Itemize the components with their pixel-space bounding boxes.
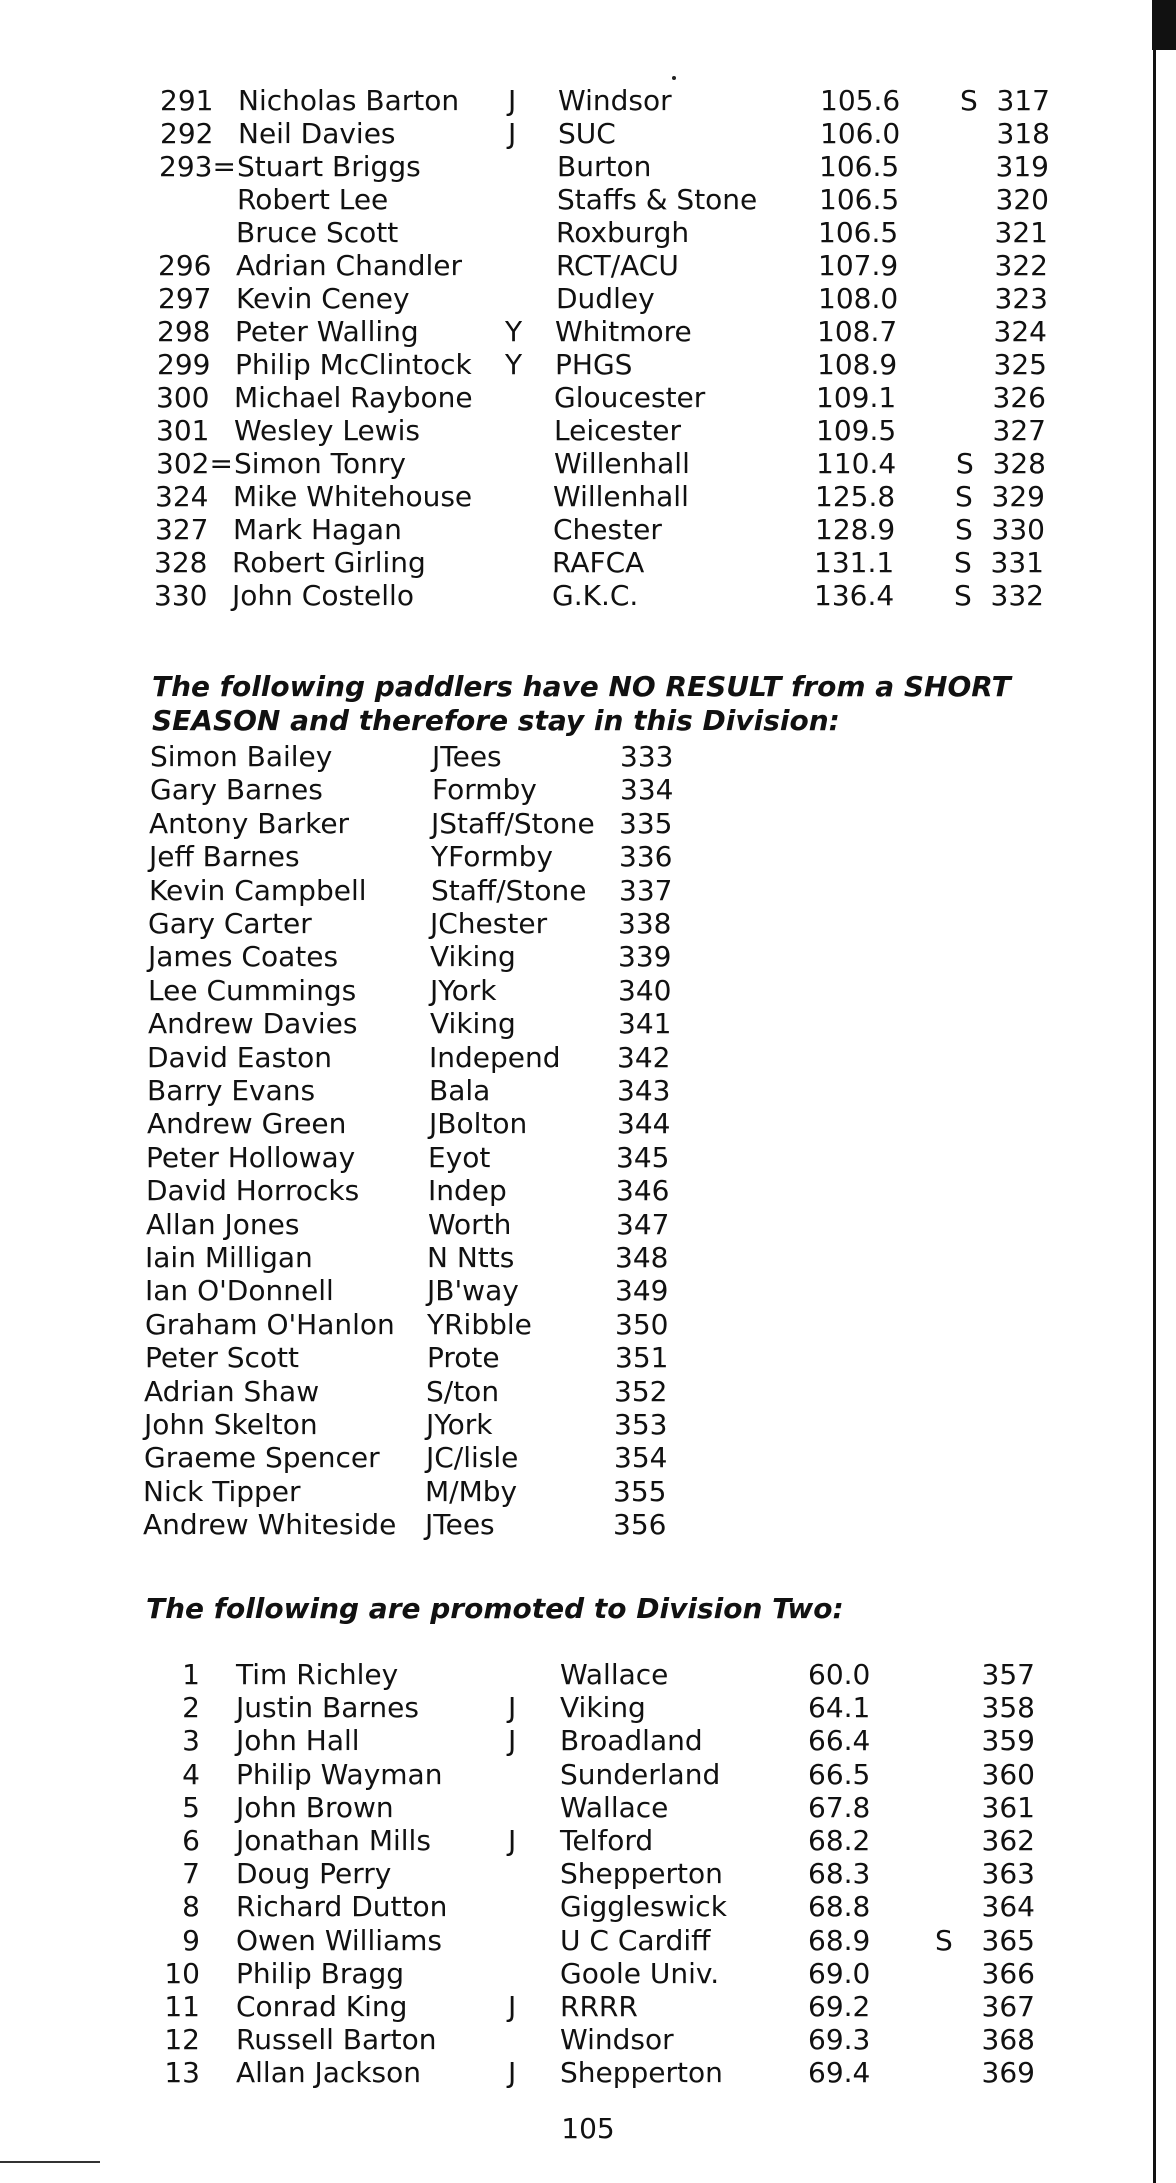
cell-pos: 3 [182, 1724, 200, 1758]
table-row [0, 249, 1174, 282]
cell-club: JB'way [427, 1274, 519, 1308]
cell-pos: 300 [156, 381, 210, 414]
cell-pos: 2 [182, 1691, 200, 1725]
cell-name: Mark Hagan [233, 513, 402, 546]
cell-score: 109.1 [816, 381, 897, 414]
cell-club: Formby [432, 773, 537, 807]
cell-name: Neil Davies [238, 117, 396, 150]
cell-num: 328 [992, 447, 1046, 480]
table-row [0, 414, 1172, 447]
cell-num: 363 [981, 1857, 1035, 1891]
cell-club: Whitmore [555, 315, 692, 348]
cell-score: 68.2 [808, 1824, 871, 1857]
cell-score: 60.0 [808, 1658, 871, 1691]
cell-name: Owen Williams [236, 1923, 443, 1957]
table-row [0, 1990, 1176, 2023]
cell-num: 340 [618, 973, 672, 1007]
table-row [0, 1791, 1176, 1824]
cell-score: 69.3 [808, 2023, 871, 2057]
cell-num: 369 [981, 2056, 1035, 2090]
cell-score: 107.9 [818, 249, 899, 282]
cell-pos: 292 [160, 117, 214, 150]
cell-score: 69.2 [808, 1990, 871, 2023]
cell-num: 329 [991, 480, 1045, 513]
cell-name: Philip Wayman [236, 1757, 443, 1791]
cell-num: 367 [981, 1990, 1035, 2023]
cell-score: 108.9 [817, 348, 898, 381]
table-row [0, 2056, 1176, 2089]
cell-name: Nick Tipper [143, 1474, 301, 1508]
cell-club: SUC [558, 117, 616, 150]
cell-club: Shepperton [560, 1857, 723, 1891]
cell-name: Andrew Green [147, 1107, 347, 1141]
cell-club: Viking [560, 1691, 646, 1725]
cell-num: 322 [994, 249, 1048, 282]
cell-score: 106.0 [820, 117, 901, 150]
cell-club: Dudley [556, 282, 655, 315]
cell-pos: 1 [182, 1658, 200, 1691]
table-row [0, 84, 1176, 117]
cell-score: 105.6 [820, 84, 901, 117]
cell-num: 345 [616, 1140, 670, 1174]
cell-cat: J [508, 1724, 517, 1758]
cell-num: 327 [992, 414, 1046, 447]
cell-club: Wallace [560, 1658, 669, 1691]
cell-num: 334 [620, 773, 674, 807]
cell-club: Sunderland [560, 1757, 721, 1791]
cell-name: James Coates [148, 940, 339, 974]
cell-club: Windsor [560, 2023, 674, 2057]
table-row [0, 940, 1174, 973]
cell-num: 321 [994, 216, 1048, 249]
cell-name: Doug Perry [236, 1857, 392, 1891]
cell-name: Antony Barker [149, 806, 350, 840]
cell-score: 109.5 [816, 414, 897, 447]
cell-club: Bala [429, 1074, 491, 1107]
cell-pos: 330 [154, 579, 208, 612]
table-row [0, 1074, 1173, 1107]
cell-club: JStaff/Stone [431, 806, 595, 840]
cell-score: 68.8 [808, 1890, 871, 1924]
table-row [0, 1824, 1176, 1857]
cell-cat: J [508, 1990, 517, 2023]
cell-pos: 301 [156, 414, 210, 447]
cell-pos: 5 [182, 1790, 200, 1824]
cell-club: PHGS [555, 348, 633, 381]
cell-num: 361 [981, 1790, 1035, 1824]
cell-num: 331 [990, 546, 1044, 579]
cell-cat: Y [505, 348, 523, 381]
cell-club: JYork [430, 973, 497, 1007]
cell-pos: 11 [164, 1990, 200, 2023]
cell-club: Worth [428, 1207, 512, 1241]
table-row [0, 1957, 1176, 1990]
cell-num: 343 [617, 1074, 671, 1107]
table-row [0, 1890, 1176, 1923]
cell-num: 353 [614, 1408, 668, 1441]
cell-name: Stuart Briggs [237, 150, 421, 183]
cell-pos: 296 [158, 249, 212, 282]
cell-num: 339 [618, 940, 672, 974]
cell-cat: J [508, 1691, 517, 1725]
cell-num: 318 [996, 117, 1050, 150]
cell-cat: Y [505, 315, 523, 348]
cell-num: 354 [614, 1441, 668, 1475]
cell-club: Prote [427, 1341, 500, 1375]
cell-num: 344 [617, 1107, 671, 1141]
cell-club: Chester [553, 513, 662, 546]
table-row [0, 807, 1175, 840]
cell-club: Staff/Stone [431, 873, 587, 907]
cell-name: Barry Evans [147, 1074, 316, 1107]
promoted-heading: The following are promoted to Division Two: [146, 1592, 844, 1625]
table-row [0, 1041, 1173, 1074]
cell-pos: 9 [182, 1923, 200, 1957]
cell-name: Tim Richley [236, 1658, 399, 1691]
table-row [0, 183, 1175, 216]
cell-club: Willenhall [553, 480, 689, 513]
table-row [0, 1375, 1170, 1408]
cell-score: 108.0 [818, 282, 899, 315]
table-row [0, 1274, 1171, 1307]
cell-pos: 13 [164, 2056, 200, 2090]
table-row [0, 1007, 1174, 1040]
cell-name: Jeff Barnes [149, 840, 300, 874]
cell-club: YFormby [431, 840, 553, 874]
cell-score: 69.4 [808, 2056, 871, 2090]
cell-name: Adrian Chandler [236, 249, 463, 282]
table-row [0, 1691, 1176, 1724]
table-row [0, 348, 1173, 381]
cell-club: Goole Univ. [560, 1956, 720, 1990]
cell-club: Independ [429, 1040, 561, 1074]
cell-num: 347 [616, 1207, 670, 1241]
cell-club: Viking [430, 940, 516, 974]
cell-club: G.K.C. [552, 579, 639, 612]
cell-name: Andrew Whiteside [143, 1508, 397, 1542]
cell-name: Russell Barton [236, 2023, 437, 2057]
table-row [0, 480, 1171, 513]
cell-club: Telford [560, 1824, 654, 1857]
cell-name: Richard Dutton [236, 1890, 448, 1924]
cell-name: Andrew Davies [148, 1007, 358, 1041]
cell-num: 355 [613, 1474, 667, 1508]
cell-num: 333 [620, 740, 674, 773]
cell-name: Jonathan Mills [236, 1824, 431, 1857]
cell-num: 349 [615, 1274, 669, 1308]
cell-club: U C Cardiff [560, 1923, 711, 1957]
cell-score: 68.3 [808, 1857, 871, 1891]
table-row [0, 974, 1174, 1007]
table-row [0, 117, 1176, 150]
cell-num: 366 [981, 1956, 1035, 1990]
cell-club: Windsor [558, 84, 672, 117]
cell-club: RCT/ACU [556, 249, 679, 282]
cell-club: Burton [557, 150, 652, 183]
cell-score: 128.9 [815, 513, 896, 546]
cell-num: 317 [996, 84, 1050, 117]
cell-name: Bruce Scott [236, 216, 399, 249]
cell-pos: 8 [182, 1890, 200, 1924]
cell-score: 64.1 [808, 1691, 871, 1725]
cell-club: M/Mby [425, 1474, 518, 1508]
cell-score: 68.9 [808, 1923, 871, 1957]
cell-num: 348 [615, 1241, 669, 1274]
cell-num: 358 [981, 1691, 1035, 1725]
cell-num: 362 [981, 1824, 1035, 1857]
cell-num: 330 [991, 513, 1045, 546]
cell-pos: 12 [164, 2023, 200, 2057]
cell-name: Allan Jones [146, 1207, 300, 1241]
cell-pos: 6 [182, 1824, 200, 1857]
table-row [0, 315, 1173, 348]
cell-club: Staffs & Stone [557, 183, 758, 216]
cell-club: Broadland [560, 1724, 703, 1758]
cell-num: 342 [617, 1040, 671, 1074]
table-row [0, 1241, 1171, 1274]
cell-name: Peter Holloway [146, 1140, 356, 1174]
cell-club: Willenhall [554, 447, 690, 480]
table-row [0, 740, 1176, 773]
cell-flag: S [955, 513, 973, 546]
cell-pos: 297 [158, 282, 212, 315]
cell-num: 360 [981, 1757, 1035, 1791]
table-row [0, 1724, 1176, 1757]
cell-num: 356 [613, 1508, 667, 1542]
table-row [0, 1508, 1169, 1541]
cell-name: Kevin Ceney [236, 282, 410, 315]
cell-name: Philip McClintock [235, 348, 472, 381]
cell-cat: J [508, 117, 517, 150]
table-row [0, 1408, 1170, 1441]
cell-club: RAFCA [552, 546, 645, 579]
cell-name: Wesley Lewis [234, 414, 420, 447]
cell-flag: S [960, 84, 978, 117]
table-row [0, 874, 1175, 907]
cell-num: 364 [981, 1890, 1035, 1924]
cell-num: 326 [992, 381, 1046, 414]
cell-flag: S [956, 447, 974, 480]
cell-num: 335 [619, 806, 673, 840]
cell-club: Leicester [554, 414, 682, 447]
cell-score: 66.5 [808, 1757, 871, 1791]
cell-num: 323 [994, 282, 1048, 315]
table-row [0, 1857, 1176, 1890]
cell-name: Simon Tonry [234, 447, 406, 480]
cell-club: RRRR [560, 1990, 638, 2023]
cell-num: 341 [618, 1007, 672, 1041]
table-row [0, 2023, 1176, 2056]
cell-club: Giggleswick [560, 1890, 727, 1924]
cell-name: John Skelton [144, 1408, 318, 1441]
cell-name: Philip Bragg [236, 1956, 405, 1990]
cell-name: John Brown [236, 1790, 394, 1824]
cell-club: JChester [430, 907, 548, 940]
cell-score: 69.0 [808, 1956, 871, 1990]
table-row [0, 1341, 1171, 1374]
cell-name: Michael Raybone [234, 381, 473, 414]
cell-name: Graeme Spencer [144, 1441, 380, 1475]
cell-num: 359 [981, 1724, 1035, 1758]
cell-name: David Easton [147, 1040, 333, 1074]
table-row [0, 1441, 1170, 1474]
cell-num: 350 [615, 1307, 669, 1341]
table-row [0, 1758, 1176, 1791]
cell-name: Graham O'Hanlon [145, 1307, 395, 1341]
cell-num: 346 [616, 1174, 670, 1208]
cell-name: Mike Whitehouse [233, 480, 473, 513]
cell-score: 106.5 [819, 150, 900, 183]
scan-bottom-rule [0, 2161, 100, 2163]
cell-score: 108.7 [817, 315, 898, 348]
table-row [0, 150, 1175, 183]
table-row [0, 282, 1174, 315]
table-row [0, 579, 1170, 612]
table-row [0, 1107, 1173, 1140]
cell-pos: 293= [159, 150, 236, 183]
cell-club: Wallace [560, 1790, 669, 1824]
cell-pos: 324 [155, 480, 209, 513]
cell-flag: S [954, 579, 972, 612]
table-row [0, 1308, 1171, 1341]
table-row [0, 1141, 1172, 1174]
cell-pos: 4 [182, 1757, 200, 1791]
table-row [0, 1924, 1176, 1957]
no-result-heading-line1: The following paddlers have NO RESULT from a SHORT [152, 670, 1011, 703]
cell-name: Simon Bailey [150, 740, 333, 773]
cell-pos: 7 [182, 1857, 200, 1891]
cell-num: 351 [615, 1341, 669, 1375]
cell-name: Peter Walling [235, 315, 419, 348]
cell-club: Viking [430, 1007, 516, 1041]
table-row [0, 840, 1175, 873]
cell-name: Gary Carter [148, 907, 312, 940]
cell-score: 66.4 [808, 1724, 871, 1758]
cell-name: Iain Milligan [145, 1241, 313, 1274]
cell-club: Gloucester [554, 381, 706, 414]
scan-corner-mark [1152, 0, 1176, 50]
cell-score: 110.4 [816, 447, 897, 480]
cell-name: Robert Lee [237, 183, 389, 216]
cell-num: 357 [981, 1658, 1035, 1691]
cell-name: John Costello [232, 579, 414, 612]
cell-name: Peter Scott [145, 1341, 299, 1375]
cell-name: Robert Girling [232, 546, 426, 579]
cell-name: Allan Jackson [236, 2056, 422, 2090]
cell-club: JTees [432, 740, 502, 773]
cell-pos: 328 [154, 546, 208, 579]
table-row [0, 1475, 1169, 1508]
cell-flag: S [954, 546, 972, 579]
speck-mark [672, 76, 676, 80]
cell-club: Roxburgh [556, 216, 690, 249]
cell-score: 131.1 [814, 546, 895, 579]
table-row [0, 1208, 1172, 1241]
cell-club: S/ton [426, 1374, 500, 1408]
cell-score: 106.5 [818, 216, 899, 249]
table-row [0, 907, 1174, 940]
cell-num: 325 [993, 348, 1047, 381]
cell-score: 125.8 [815, 480, 896, 513]
cell-pos: 302= [156, 447, 233, 480]
cell-num: 337 [619, 873, 673, 907]
cell-cat: J [508, 1824, 517, 1857]
cell-pos: 299 [157, 348, 211, 381]
cell-name: Kevin Campbell [149, 873, 367, 907]
table-row [0, 546, 1170, 579]
cell-name: David Horrocks [146, 1174, 360, 1208]
cell-cat: J [508, 84, 517, 117]
cell-name: Lee Cummings [148, 973, 357, 1007]
cell-name: Gary Barnes [150, 773, 323, 807]
table-row [0, 381, 1172, 414]
cell-pos: 291 [160, 84, 214, 117]
table-row [0, 1658, 1176, 1691]
cell-num: 368 [981, 2023, 1035, 2057]
cell-club: N Ntts [427, 1241, 515, 1274]
table-row [0, 447, 1172, 480]
cell-club: Shepperton [560, 2056, 723, 2090]
cell-flag: S [955, 480, 973, 513]
cell-club: JTees [425, 1508, 495, 1542]
cell-score: 67.8 [808, 1790, 871, 1824]
cell-num: 332 [990, 579, 1044, 612]
cell-club: JYork [426, 1408, 493, 1441]
cell-club: YRibble [427, 1307, 532, 1341]
cell-name: John Hall [236, 1724, 360, 1758]
no-result-heading-line2: SEASON and therefore stay in this Division: [152, 704, 840, 737]
table-row [0, 216, 1174, 249]
cell-name: Nicholas Barton [238, 84, 460, 117]
cell-name: Adrian Shaw [144, 1374, 320, 1408]
cell-name: Ian O'Donnell [145, 1274, 334, 1308]
cell-num: 352 [614, 1374, 668, 1408]
table-row [0, 773, 1176, 806]
cell-num: 320 [995, 183, 1049, 216]
cell-club: Eyot [428, 1140, 491, 1174]
cell-club: Indep [428, 1174, 507, 1208]
cell-pos: 327 [155, 513, 209, 546]
cell-num: 338 [618, 907, 672, 940]
table-row [0, 1174, 1172, 1207]
cell-num: 365 [981, 1923, 1035, 1957]
cell-name: Conrad King [236, 1990, 408, 2023]
cell-flag: S [935, 1923, 953, 1957]
cell-score: 106.5 [819, 183, 900, 216]
cell-club: JBolton [429, 1107, 528, 1141]
table-row [0, 513, 1171, 546]
cell-club: JC/lisle [426, 1441, 519, 1475]
cell-pos: 298 [157, 315, 211, 348]
cell-num: 324 [993, 315, 1047, 348]
cell-name: Justin Barnes [236, 1691, 419, 1725]
cell-pos: 10 [164, 1956, 200, 1990]
cell-num: 336 [619, 840, 673, 874]
cell-score: 136.4 [814, 579, 895, 612]
page-number: 105 [561, 2112, 615, 2145]
cell-num: 319 [995, 150, 1049, 183]
cell-cat: J [508, 2056, 517, 2090]
